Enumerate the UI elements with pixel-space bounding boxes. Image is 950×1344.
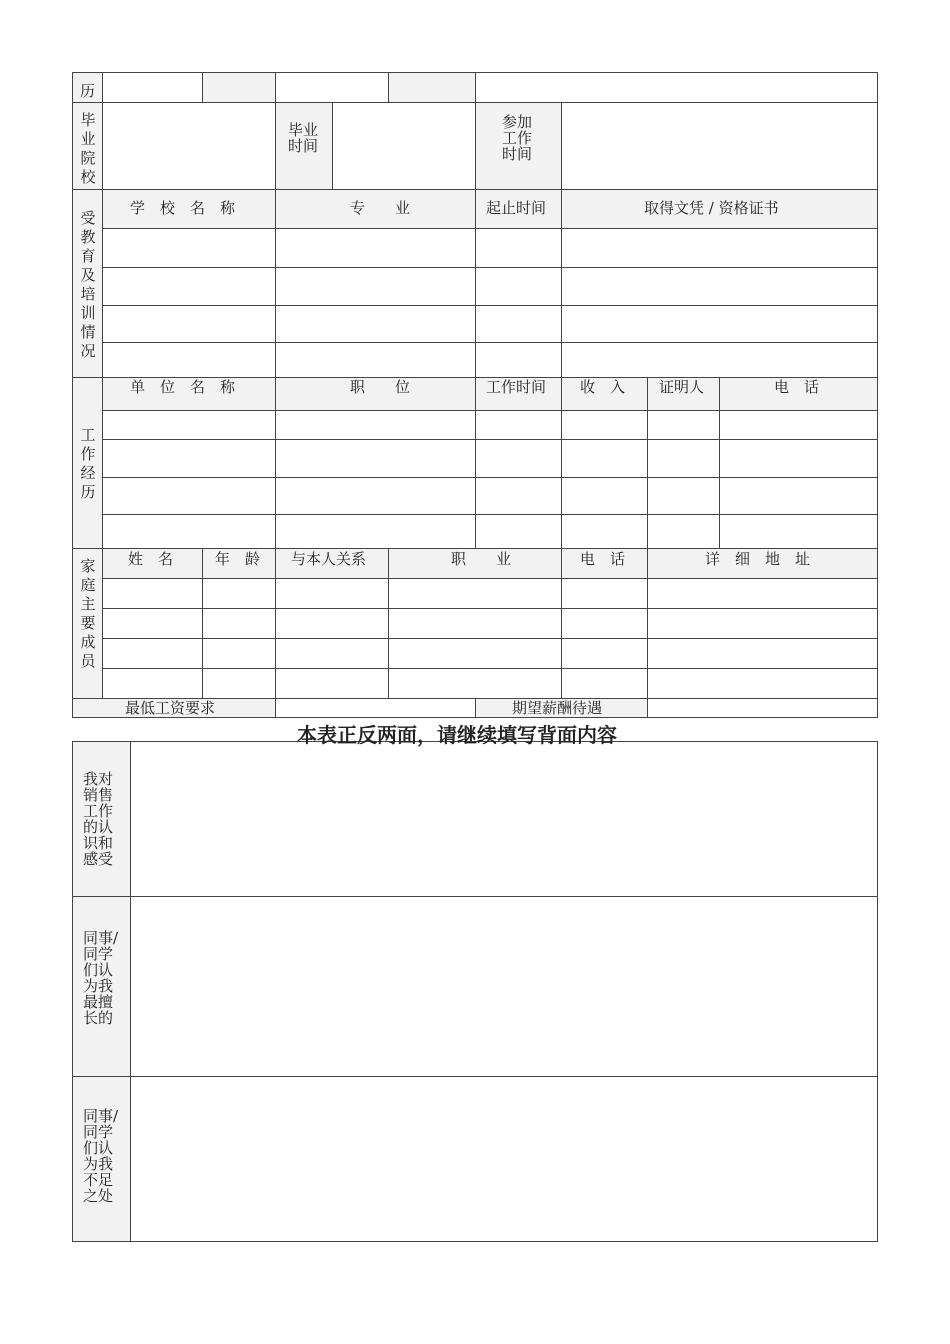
label-shade-edu-row-3	[389, 73, 475, 103]
education-row-label: 历	[80, 82, 96, 100]
min-salary-label: 最低工资要求	[125, 699, 216, 717]
grid-line	[103, 305, 878, 306]
grid-line	[202, 548, 203, 699]
work-start-time-field[interactable]	[562, 103, 877, 189]
graduate-school-label: 毕 业 院 校	[80, 111, 96, 186]
graduate-time-label: 毕业 时间	[288, 121, 319, 155]
work-start-time-label: 参加 工作 时间	[502, 113, 533, 163]
education-header-certificate: 取得文凭 / 资格证书	[644, 199, 779, 217]
work-header-company: 单 位 名 称	[130, 378, 236, 396]
strength-field[interactable]	[131, 897, 877, 1076]
grid-line	[73, 1241, 878, 1242]
education-extra-field[interactable]	[476, 73, 877, 102]
education-degree-field[interactable]	[276, 73, 388, 102]
strength-label: 同事/ 同学 们认 为我 最擅 长的	[83, 929, 119, 1027]
grid-line	[561, 189, 562, 378]
family-header-age: 年 龄	[215, 550, 261, 568]
family-section-label: 家 庭 主 要 成 员	[80, 557, 96, 670]
expected-salary-field[interactable]	[648, 699, 877, 717]
graduate-time-field[interactable]	[333, 103, 475, 189]
education-header-major: 专 业	[350, 199, 411, 217]
grid-line	[475, 698, 476, 718]
graduate-school-field[interactable]	[103, 103, 275, 189]
education-header-school: 学 校 名 称	[130, 199, 236, 217]
grid-line	[103, 578, 878, 579]
grid-line	[647, 377, 648, 549]
expected-salary-label: 期望薪酬待遇	[512, 699, 603, 717]
work-header-reference: 证明人	[659, 378, 705, 396]
grid-line	[275, 377, 276, 549]
grid-line	[388, 548, 389, 699]
sales-understanding-field[interactable]	[131, 742, 877, 896]
grid-line	[103, 410, 878, 411]
grid-line	[877, 741, 878, 1242]
grid-line	[388, 72, 389, 103]
work-header-period: 工作时间	[486, 378, 547, 396]
weakness-field[interactable]	[131, 1077, 877, 1241]
grid-line	[475, 189, 476, 378]
grid-line	[103, 668, 878, 669]
work-header-position: 职 位	[350, 378, 411, 396]
work-header-income: 收 入	[580, 378, 626, 396]
grid-line	[72, 741, 73, 1242]
work-header-phone: 电 话	[774, 378, 820, 396]
grid-line	[647, 548, 648, 699]
grid-line	[561, 377, 562, 549]
family-header-occupation: 职 业	[451, 550, 512, 568]
weakness-label: 同事/ 同学 们认 为我 不足 之处	[83, 1107, 119, 1205]
education-level-field[interactable]	[103, 73, 202, 102]
grid-line	[103, 439, 878, 440]
grid-line	[103, 638, 878, 639]
grid-line	[475, 102, 476, 190]
family-header-phone: 电 话	[580, 550, 626, 568]
grid-line	[877, 72, 878, 718]
grid-line	[475, 377, 476, 549]
label-shade-edu-row-2	[203, 73, 275, 103]
family-header-address: 详 细 地 址	[705, 550, 811, 568]
grid-line	[103, 514, 878, 515]
grid-line	[103, 228, 878, 229]
grid-line	[202, 72, 203, 103]
family-header-name: 姓 名	[128, 550, 174, 568]
grid-line	[103, 477, 878, 478]
grid-line	[103, 342, 878, 343]
education-header-period: 起止时间	[486, 199, 547, 217]
double-sided-notice: 本表正反两面，请继续填写背面内容	[297, 723, 617, 747]
grid-line	[103, 267, 878, 268]
work-section-label: 工 作 经 历	[80, 426, 96, 501]
grid-line	[275, 189, 276, 378]
grid-line	[103, 608, 878, 609]
grid-line	[275, 548, 276, 699]
family-header-relation: 与本人关系	[291, 550, 367, 568]
grid-line	[561, 548, 562, 699]
education-section-label: 受 教 育 及 培 训 情 况	[80, 209, 96, 360]
grid-line	[275, 102, 276, 190]
min-salary-field[interactable]	[276, 699, 475, 717]
grid-line	[719, 377, 720, 549]
sales-understanding-label: 我对 销售 工作 的认 识和 感受	[83, 770, 114, 868]
